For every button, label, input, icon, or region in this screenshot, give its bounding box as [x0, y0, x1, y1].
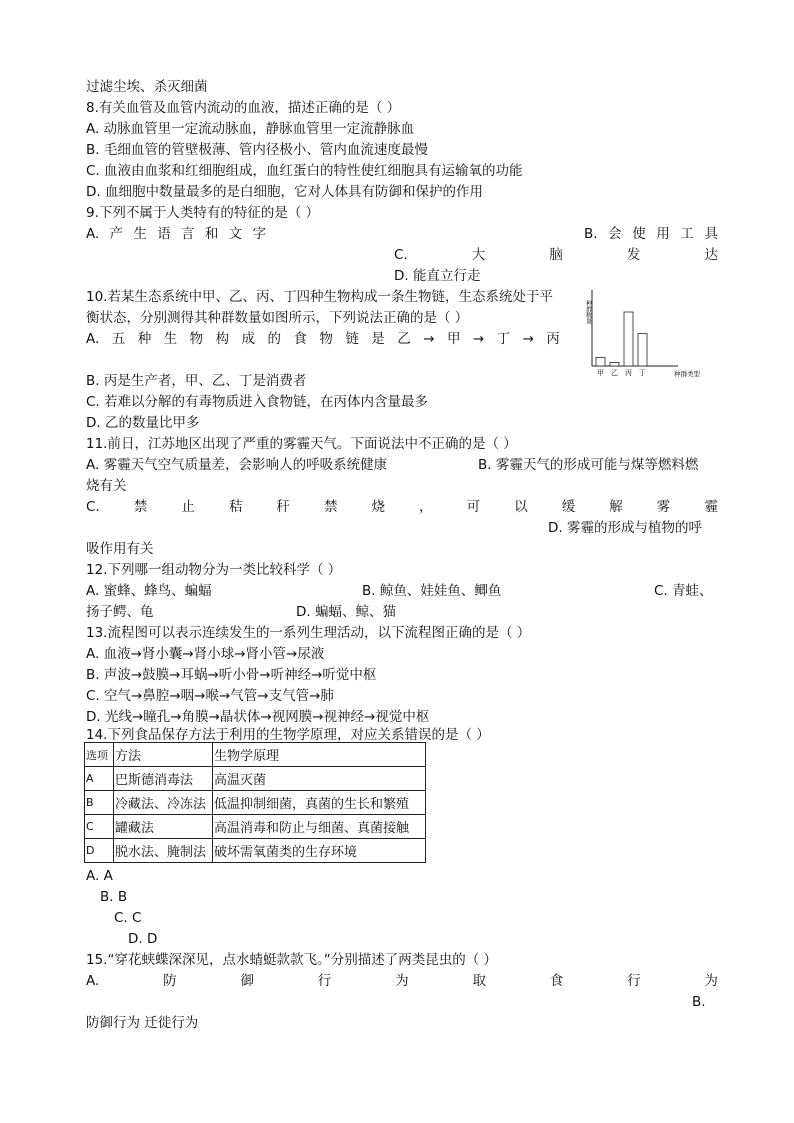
chart-bar-1: [596, 357, 605, 366]
q9-option-b: B. 会 使 用 工 具: [584, 226, 718, 242]
table-header-cell: 方法: [114, 743, 213, 767]
q9-option-d: D. 能直立行走: [394, 268, 481, 284]
q12-option-d: D. 蝙蝠、鲸、猫: [296, 604, 396, 620]
q10-option-d: D. 乙的数量比甲多: [86, 415, 200, 431]
q15-stem: 15.“穿花蛱蝶深深见，点水蜻蜓款款飞。”分别描述了两类昆虫的（ ）: [86, 952, 497, 968]
q8-option-a: A. 动脉血管里一定流动脉血，静脉血管里一定流静脉血: [86, 121, 415, 137]
chart-xlabel: 种群类型: [674, 370, 700, 378]
table-row: [85, 839, 426, 863]
q13-option-d: D. 光线→瞳孔→角膜→晶状体→视网膜→视神经→视觉中枢: [86, 709, 430, 725]
q10-option-b: B. 丙是生产者，甲、乙、丁是消费者: [86, 373, 307, 389]
population-bar-chart: [586, 286, 720, 378]
table-header-cell: 选项: [85, 743, 114, 767]
q14-option-a: A. A: [86, 868, 113, 884]
table-cell: 高温消毒和防止与细菌、真菌接触: [213, 815, 426, 839]
q12-option-c: C. 青蛙、: [654, 583, 713, 599]
table-cell: 高温灭菌: [213, 767, 426, 791]
table-row: [85, 815, 426, 839]
chart-ylabel: 种群数量: [584, 300, 592, 324]
chart-bar-4: [638, 334, 647, 366]
q11-option-d: D. 雾霾的形成与植物的呼: [548, 520, 702, 536]
table-row: [85, 767, 426, 791]
table-cell: 冷藏法、冷冻法: [114, 791, 213, 815]
q9-option-c: C. 大 脑 发 达: [394, 247, 718, 263]
q12-option-c-cont: 扬子鳄、龟: [86, 604, 154, 620]
q10-stem-2: 衡状态，分别测得其种群数量如图所示，下列说法正确的是（ ）: [86, 310, 469, 326]
table-cell: C: [85, 815, 114, 839]
q8-option-d: D. 血细胞中数量最多的是白细胞，它对人体具有防御和保护的作用: [86, 184, 483, 200]
table-cell: 低温抑制细菌，真菌的生长和繁殖: [213, 791, 426, 815]
q10-stem-1: 10.若某生态系统中甲、乙、丙、丁四种生物构成一条生物链，生态系统处于平: [86, 289, 553, 305]
chart-tick-label: 甲: [597, 369, 604, 377]
chart-tick-label: 丙: [625, 369, 632, 377]
table-cell: 破坏需氧菌类的生存环境: [213, 839, 426, 863]
q7-continued: 过滤尘埃、杀灭细菌: [86, 79, 208, 95]
q8-option-c: C. 血液由血浆和红细胞组成，血红蛋白的特性使红细胞具有运输氧的功能: [86, 163, 523, 179]
q9-option-a: A. 产 生 语 言 和 文 字: [86, 226, 266, 242]
table-cell: B: [85, 791, 114, 815]
q12-option-a: A. 蜜蜂、蜂鸟、蝙蝠: [86, 583, 212, 599]
q14-option-b: B. B: [100, 889, 128, 905]
chart-tick-label: 丁: [639, 369, 646, 377]
q8-stem: 8.有关血管及血管内流动的血液，描述正确的是（ ）: [86, 100, 401, 116]
table-cell: A: [85, 767, 114, 791]
table-header-row: [85, 743, 426, 767]
table-cell: 脱水法、腌制法: [114, 839, 213, 863]
table-cell: 罐藏法: [114, 815, 213, 839]
q12-stem: 12.下列哪一组动物分为一类比较科学（ ）: [86, 562, 342, 578]
q10-option-c: C. 若难以分解的有毒物质进入食物链，在丙体内含量最多: [86, 394, 429, 410]
q11-option-b-cont: 烧有关: [86, 478, 127, 494]
table-header-cell: 生物学原理: [213, 743, 426, 767]
table-row: [85, 791, 426, 815]
chart-bar-3: [624, 312, 633, 366]
food-preservation-table: [84, 742, 426, 863]
q13-option-c: C. 空气→鼻腔→咽→喉→气管→支气管→肺: [86, 688, 334, 704]
q9-stem: 9.下列不属于人类特有的特征的是（ ）: [86, 205, 320, 221]
q8-option-b: B. 毛细血管的管壁极薄、管内径极小、管内血流速度最慢: [86, 142, 428, 158]
q13-option-b: B. 声波→鼓膜→耳蜗→听小骨→听神经→听觉中枢: [86, 667, 377, 683]
chart-bar-2: [610, 362, 619, 366]
table-cell: 巴斯德消毒法: [114, 767, 213, 791]
q13-stem: 13.流程图可以表示连续发生的一系列生理活动，以下流程图正确的是（ ）: [86, 625, 531, 641]
q14-option-d: D. D: [128, 931, 158, 947]
chart-tick-label: 乙: [611, 369, 618, 377]
q14-stem: 14.下列食品保存方法于利用的生物学原理，对应关系错误的是（ ）: [86, 727, 490, 743]
q15-option-a: A. 防 御 行 为 取 食 行 为: [86, 973, 718, 989]
q11-stem: 11.前日，江苏地区出现了严重的雾霾天气。下面说法中不正确的是（ ）: [86, 436, 517, 452]
q11-option-a: A. 雾霾天气空气质量差，会影响人的呼吸系统健康: [86, 457, 388, 473]
q12-option-b: B. 鲸鱼、娃娃鱼、鲫鱼: [362, 583, 502, 599]
q15-option-b: B.: [692, 994, 706, 1010]
table-cell: D: [85, 839, 114, 863]
q15-option-b-cont: 防御行为 迁徙行为: [86, 1015, 199, 1031]
q11-option-c: C. 禁 止 秸 秆 禁 烧 ， 可 以 缓 解 雾 霾: [86, 499, 718, 515]
q11-option-b: B. 雾霾天气的形成可能与煤等燃料燃: [478, 457, 699, 473]
q14-option-c: C. C: [114, 910, 142, 926]
q13-option-a: A. 血液→肾小囊→肾小球→肾小管→尿液: [86, 646, 325, 662]
q11-option-d-cont: 吸作用有关: [86, 541, 154, 557]
q10-option-a: A. 五 种 生 物 构 成 的 食 物 链 是 乙 → 甲 → 丁 → 丙: [86, 331, 560, 347]
